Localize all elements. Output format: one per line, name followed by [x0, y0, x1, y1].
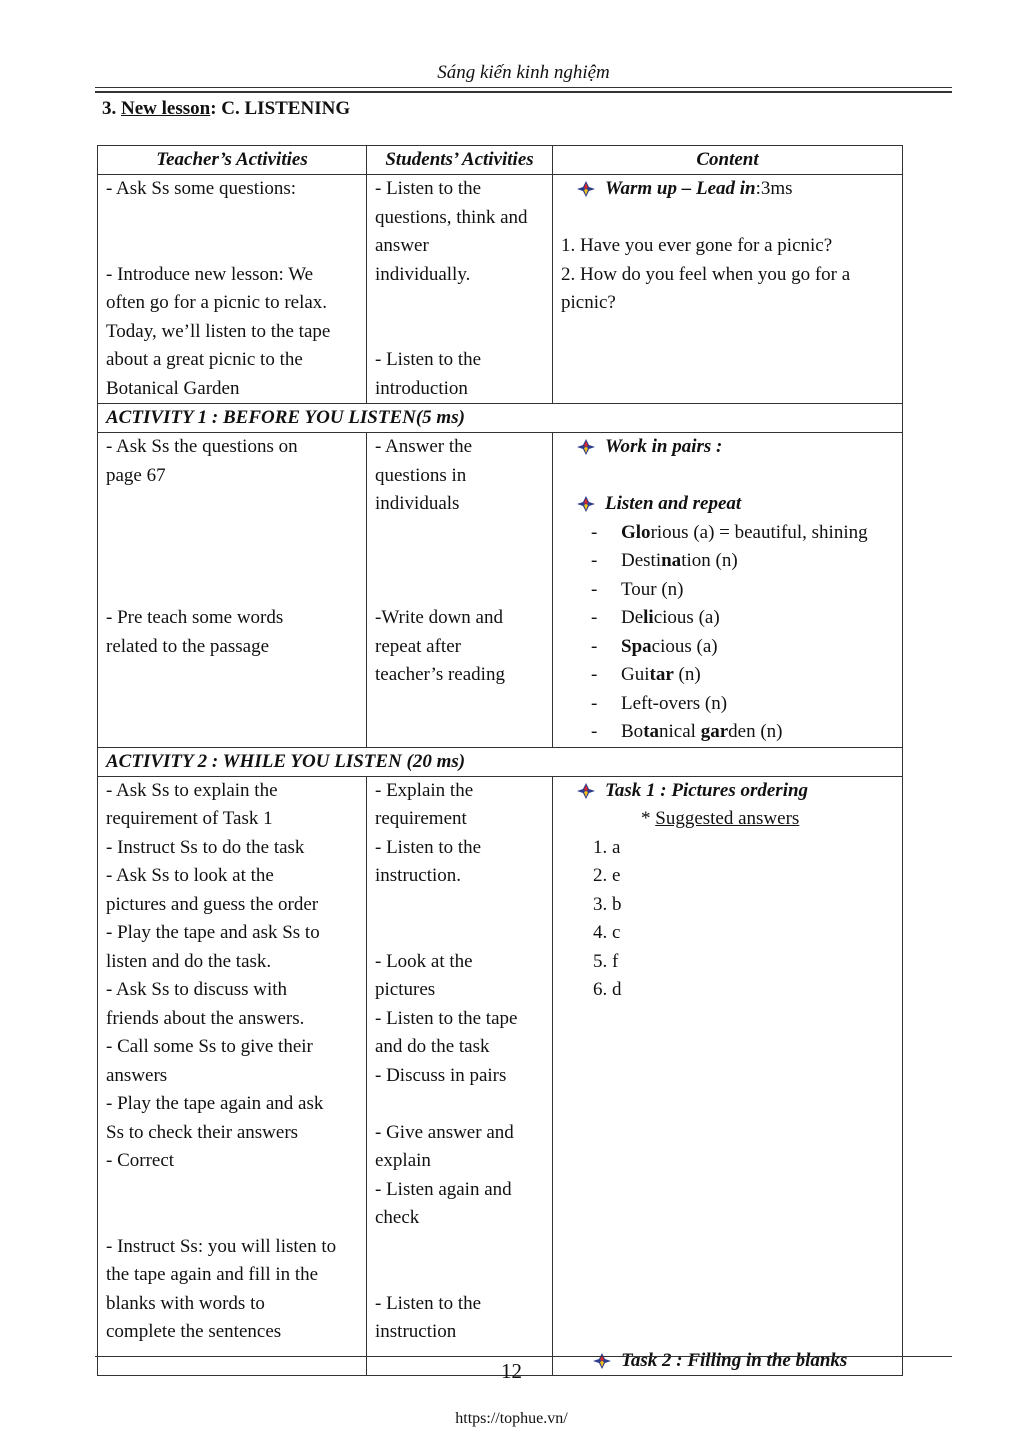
section-suffix: : C. LISTENING: [210, 98, 351, 119]
vocab-text: (n): [673, 664, 701, 685]
header-rule: [95, 87, 952, 88]
text-line: - Ask Ss to look at the: [106, 865, 274, 886]
spacer: [561, 1204, 894, 1233]
work-in-pairs-label: Work in pairs :: [605, 436, 723, 457]
footer-url: https://tophue.vn/: [455, 1410, 568, 1427]
text-line: Botanical Garden: [106, 377, 240, 399]
vocab-item: - Botanical garden (n): [591, 721, 783, 742]
table-row-activity1: [98, 433, 903, 748]
listen-repeat-label: Listen and repeat: [605, 493, 742, 514]
text-line: [106, 204, 358, 233]
text-line: [375, 289, 544, 318]
spacer: [561, 1033, 894, 1062]
text-line: - Correct: [106, 1150, 175, 1171]
text-line: requirement: [375, 808, 467, 829]
text-line: 2. How do you feel when you go for a: [561, 263, 851, 285]
vocab-text: Tour (n): [621, 578, 684, 600]
flag-bullet-icon: [577, 181, 595, 197]
spacer: [561, 1062, 894, 1091]
text-line: - Call some Ss to give their: [106, 1036, 313, 1057]
text-line: individuals: [375, 493, 460, 514]
text-line: blanks with words to: [106, 1292, 265, 1314]
text-line: pictures and guess the order: [106, 893, 319, 915]
text-line: often go for a picnic to relax.: [106, 292, 328, 313]
answer-item: 5. f: [593, 950, 619, 972]
warmup-content-cell: [553, 175, 903, 404]
activity2-teacher-cell: [98, 776, 367, 1376]
text-line: about a great picnic to the: [106, 349, 303, 370]
text-line: - Introduce new lesson: We: [106, 263, 314, 285]
page-header: Sáng kiến kinh nghiệm: [437, 62, 610, 83]
vocab-text: cious (a): [653, 607, 720, 628]
text-line: the tape again and fill in the: [106, 1264, 319, 1285]
text-line: picnic?: [561, 292, 616, 313]
vocab-item: - Spacious (a): [591, 635, 718, 657]
text-line: repeat after: [375, 635, 461, 657]
activity1-students-cell: [367, 433, 553, 748]
text-line: [375, 547, 544, 576]
text-line: [375, 891, 544, 920]
flag-bullet-icon: [577, 439, 595, 455]
text-line: - Listen to the: [375, 178, 482, 199]
activity2-title: ACTIVITY 2 : WHILE YOU LISTEN (20 ms): [98, 747, 903, 776]
spacer: [561, 1147, 894, 1176]
page-number: 12: [501, 1359, 522, 1383]
text-line: - Discuss in pairs: [375, 1064, 507, 1086]
vocab-stress: Spa: [621, 635, 652, 657]
text-line: - Ask Ss the questions on: [106, 436, 298, 457]
suggested-answers-title: [561, 805, 894, 834]
vocab-stress: ta: [643, 721, 660, 742]
text-line: answers: [106, 1064, 168, 1086]
activity1-content-cell: [553, 433, 903, 748]
vocab-item: - Glorious (a) = beautiful, shining: [591, 521, 868, 543]
text-line: related to the passage: [106, 635, 270, 657]
task2-label: Task 2 : Filling in the blanks: [621, 1349, 848, 1371]
text-line: introduction: [375, 377, 468, 399]
vocab-text: cious (a): [651, 635, 718, 657]
flag-bullet-icon: [577, 496, 595, 512]
vocab-item: - Destination (n): [591, 550, 738, 571]
text-line: individually.: [375, 263, 471, 285]
text-line: [375, 318, 544, 347]
text-line: [375, 576, 544, 605]
spacer: [561, 1005, 894, 1034]
asterisk: *: [641, 808, 656, 829]
flag-bullet-icon: [577, 783, 595, 799]
text-line: - Play the tape and ask Ss to: [106, 922, 320, 943]
vocab-stress: na: [661, 550, 682, 571]
text-line: instruction: [375, 1321, 457, 1342]
vocab-text: nical: [659, 721, 701, 742]
text-line: questions in: [375, 464, 467, 486]
answer-item: 1. a: [593, 836, 621, 858]
activity1-title: ACTIVITY 1 : BEFORE YOU LISTEN(5 ms): [98, 404, 903, 433]
warmup-students-cell: [367, 175, 553, 404]
table-row-activity2: [98, 776, 903, 1376]
text-line: - Ask Ss some questions:: [106, 178, 297, 199]
text-line: instruction.: [375, 865, 462, 886]
text-line: explain: [375, 1150, 431, 1171]
text-line: - Instruct Ss: you will listen to: [106, 1235, 337, 1257]
text-line: and do the task: [375, 1036, 490, 1057]
vocab-list: [561, 519, 894, 747]
vocab-text: Gui: [621, 664, 650, 685]
section-number: 3.: [102, 98, 117, 119]
header-rule-thick: [95, 91, 952, 93]
text-line: [375, 1233, 544, 1262]
section-label: New lesson: [121, 98, 211, 119]
vocab-text: rious (a) = beautiful, shining: [650, 521, 868, 543]
vocab-stress: tar: [649, 664, 674, 685]
text-line: [375, 1090, 544, 1119]
text-line: - Listen to the: [375, 836, 482, 858]
spacer: [561, 1119, 894, 1148]
col-header-content: Content: [553, 146, 903, 175]
vocab-text: Bo: [621, 721, 644, 742]
spacer: [561, 462, 894, 491]
text-line: check: [375, 1207, 420, 1228]
col-header-students: Students’ Activities: [367, 146, 553, 175]
vocab-text: Desti: [621, 550, 662, 571]
text-line: - Explain the: [375, 779, 474, 801]
footer-rule: [95, 1356, 952, 1357]
spacer: [561, 1233, 894, 1262]
text-line: answer: [375, 235, 429, 256]
vocab-text: tion (n): [681, 550, 738, 571]
section-title: [102, 98, 350, 120]
vocab-item: - Delicious (a): [591, 607, 720, 628]
text-line: - Listen to the: [375, 1292, 482, 1314]
text-line: page 67: [106, 464, 166, 486]
text-line: - Give answer and: [375, 1121, 514, 1143]
activity2-students-cell: [367, 776, 553, 1376]
text-line: - Pre teach some words: [106, 607, 284, 628]
text-line: - Listen to the: [375, 349, 482, 370]
text-line: Ss to check their answers: [106, 1121, 299, 1143]
suggested-answers-label: Suggested answers: [655, 808, 800, 829]
spacer: [561, 1318, 894, 1347]
activity1-teacher-cell: [98, 433, 367, 748]
col-header-teacher: Teacher’s Activities: [98, 146, 367, 175]
answer-item: 2. e: [593, 865, 621, 886]
text-line: - Play the tape again and ask: [106, 1093, 324, 1114]
table-header-row: [98, 146, 903, 175]
task1-label: Task 1 : Pictures ordering: [605, 779, 809, 801]
table-row-warmup: [98, 175, 903, 404]
answer-item: 4. c: [593, 922, 621, 943]
text-line: [375, 519, 544, 548]
vocab-text: De: [621, 607, 644, 628]
text-line: 1. Have you ever gone for a picnic?: [561, 235, 833, 256]
warmup-time: :3ms: [755, 178, 793, 199]
vocab-item: - Tour (n): [591, 578, 684, 600]
text-line: [106, 232, 358, 261]
text-line: complete the sentences: [106, 1321, 282, 1342]
text-line: - Answer the: [375, 436, 473, 457]
text-line: - Listen to the tape: [375, 1007, 518, 1029]
activity1-title-row: [98, 404, 903, 433]
warmup-heading: [561, 175, 894, 204]
spacer: [561, 1090, 894, 1119]
text-line: [106, 547, 358, 576]
text-line: [375, 1261, 544, 1290]
text-line: - Listen again and: [375, 1178, 512, 1200]
warmup-title: Warm up – Lead in: [605, 178, 756, 199]
text-line: requirement of Task 1: [106, 808, 273, 829]
vocab-stress: Glo: [621, 521, 651, 543]
text-line: [106, 1176, 358, 1205]
text-line: [375, 919, 544, 948]
text-line: - Ask Ss to discuss with: [106, 979, 288, 1000]
text-line: Today, we’ll listen to the tape: [106, 320, 331, 342]
spacer: [561, 1261, 894, 1290]
spacer: [561, 204, 894, 233]
vocab-item: - Left-overs (n): [591, 692, 728, 714]
text-line: [106, 1204, 358, 1233]
text-line: [106, 576, 358, 605]
vocab-stress: li: [643, 607, 654, 628]
text-line: questions, think and: [375, 206, 528, 228]
text-line: [106, 490, 358, 519]
text-line: pictures: [375, 979, 436, 1000]
activity2-content-cell: [553, 776, 903, 1376]
spacer: [561, 1176, 894, 1205]
text-line: - Ask Ss to explain the: [106, 779, 278, 801]
answer-item: 3. b: [593, 893, 622, 915]
vocab-text: den (n): [728, 721, 783, 742]
vocab-item: - Guitar (n): [591, 664, 701, 685]
text-line: [106, 519, 358, 548]
text-line: - Instruct Ss to do the task: [106, 836, 305, 858]
text-line: listen and do the task.: [106, 950, 272, 972]
listen-repeat-heading: [561, 490, 894, 519]
lesson-table: [97, 145, 903, 1376]
vocab-stress: gar: [700, 721, 729, 742]
warmup-teacher-cell: [98, 175, 367, 404]
work-in-pairs-heading: [561, 433, 894, 462]
activity2-title-row: [98, 747, 903, 776]
spacer: [561, 1290, 894, 1319]
task1-heading: [561, 777, 894, 806]
text-line: -Write down and: [375, 607, 503, 628]
text-line: friends about the answers.: [106, 1007, 305, 1029]
answer-item: 6. d: [593, 979, 622, 1000]
vocab-text: Left-overs (n): [621, 692, 728, 714]
text-line: teacher’s reading: [375, 664, 505, 685]
text-line: - Look at the: [375, 950, 473, 972]
